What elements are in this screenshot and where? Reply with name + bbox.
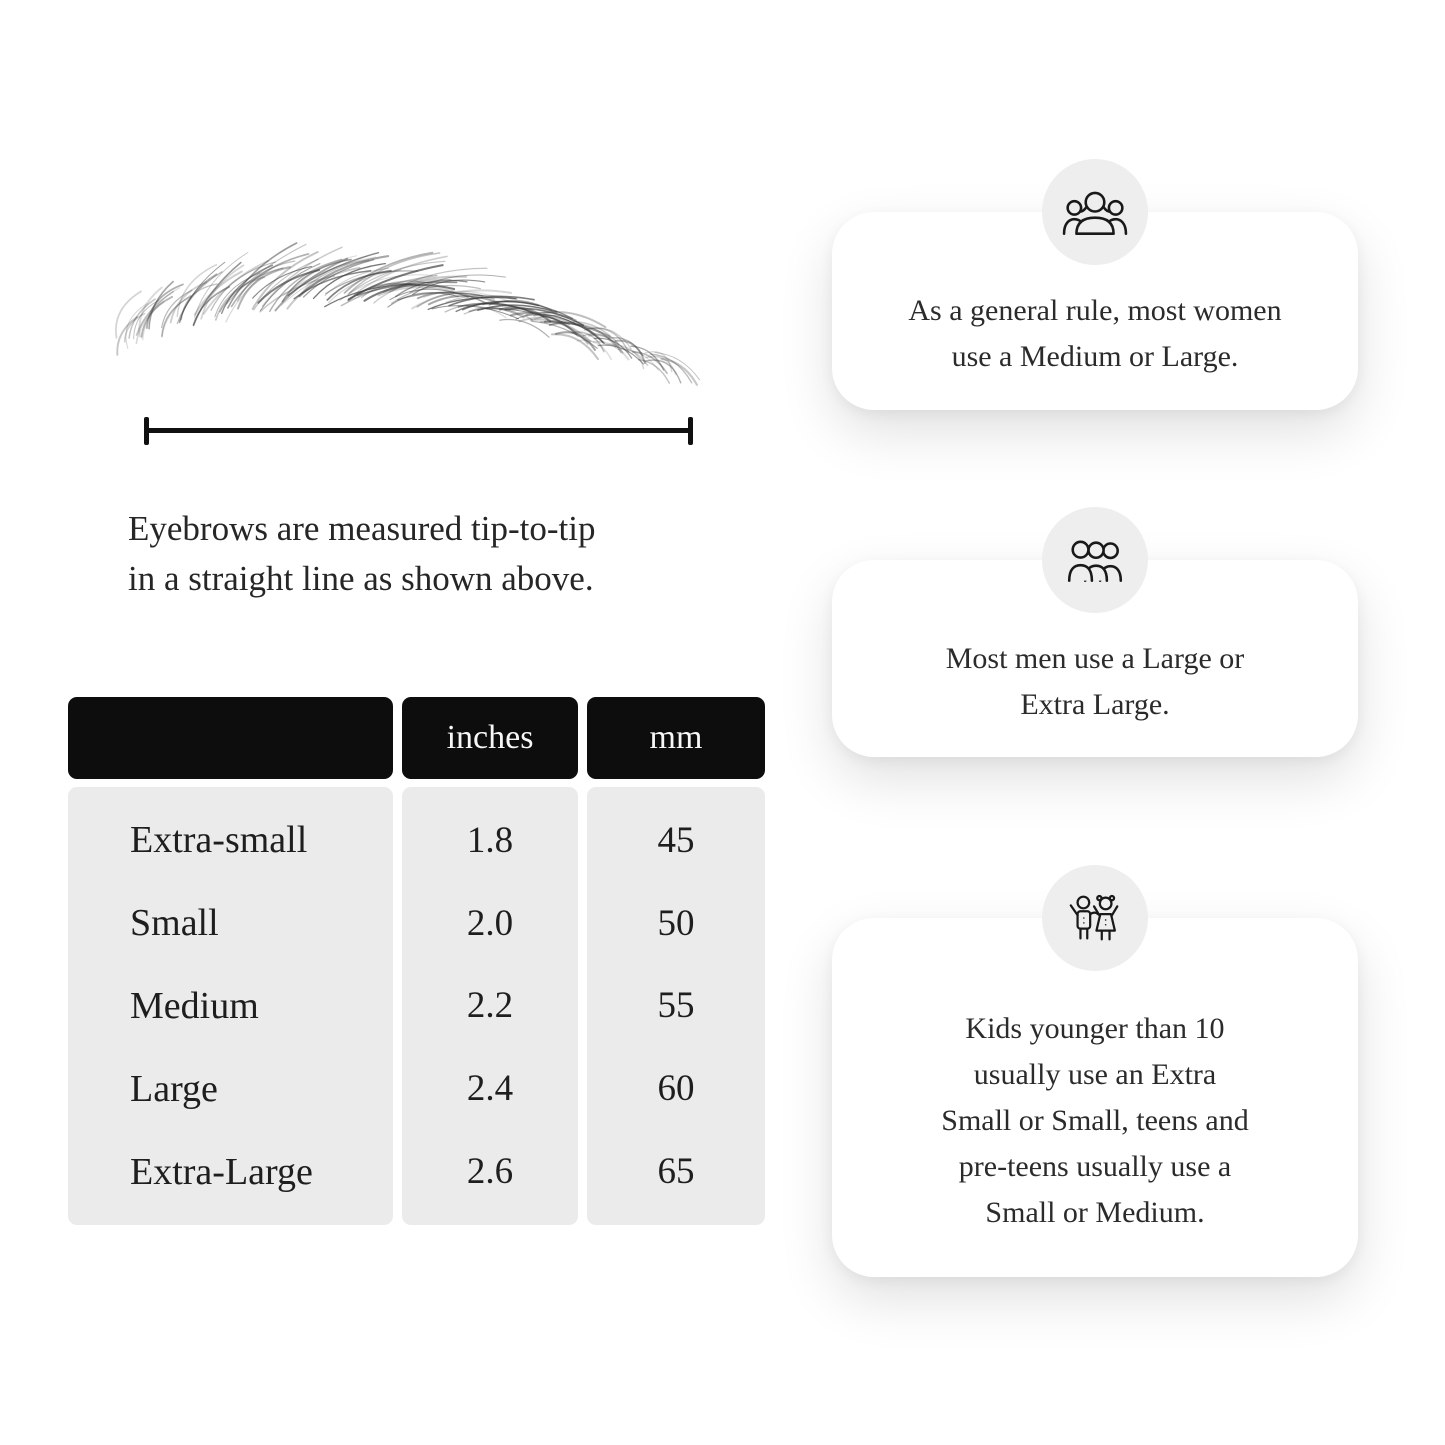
women-group-icon bbox=[1062, 187, 1128, 237]
measurement-caption bbox=[128, 504, 748, 604]
table-column-inches bbox=[402, 787, 578, 1225]
table-header-size bbox=[68, 697, 393, 779]
table-cell-mm: 50 bbox=[657, 902, 695, 944]
table-cell-mm: 55 bbox=[657, 985, 695, 1027]
info-card-men-line-2: Extra Large. bbox=[1020, 687, 1170, 721]
measurement-caption-line-1: Eyebrows are measured tip-to-tip bbox=[128, 509, 596, 548]
table-cell-mm: 60 bbox=[657, 1068, 695, 1110]
table-column-size bbox=[68, 787, 393, 1225]
info-card-men-line-1: Most men use a Large or bbox=[945, 641, 1245, 675]
info-card-women-line-2: use a Medium or Large. bbox=[951, 340, 1239, 373]
men-group-icon bbox=[1062, 535, 1128, 585]
measurement-line-right-cap bbox=[688, 417, 693, 445]
info-card-kids-line-5: Small or Medium. bbox=[985, 1195, 1205, 1229]
table-cell-inches: 2.6 bbox=[466, 1151, 514, 1193]
men-icon-badge bbox=[1042, 507, 1148, 613]
info-card-kids-line-3: Small or Small, teens and bbox=[941, 1103, 1249, 1137]
table-cell-inches: 1.8 bbox=[466, 819, 514, 861]
kids-icon-badge bbox=[1042, 865, 1148, 971]
table-cell-inches: 2.2 bbox=[466, 985, 514, 1027]
measurement-line bbox=[144, 417, 693, 445]
kids-icon bbox=[1064, 891, 1126, 945]
table-cell-mm: 45 bbox=[657, 819, 695, 861]
table-header-inches: inches bbox=[402, 697, 578, 779]
table-cell-inches: 2.4 bbox=[466, 1068, 514, 1110]
table-cell-size: Small bbox=[130, 902, 219, 945]
table-cell-size: Extra-Large bbox=[130, 1150, 313, 1193]
info-card-women-line-1: As a general rule, most women bbox=[908, 294, 1282, 327]
table-cell-size: Medium bbox=[130, 984, 259, 1027]
table-header-mm: mm bbox=[587, 697, 765, 779]
measurement-line-bar bbox=[146, 428, 691, 433]
table-column-mm bbox=[587, 787, 765, 1225]
table-cell-inches: 2.0 bbox=[466, 902, 514, 944]
table-cell-size: Large bbox=[130, 1067, 218, 1110]
women-icon-badge bbox=[1042, 159, 1148, 265]
measurement-caption-line-2: in a straight line as shown above. bbox=[128, 559, 594, 598]
table-cell-mm: 65 bbox=[657, 1151, 695, 1193]
info-card-kids-line-2: usually use an Extra bbox=[973, 1057, 1217, 1091]
table-cell-size: Extra-small bbox=[130, 819, 308, 862]
eyebrow-illustration bbox=[105, 232, 705, 402]
info-card-kids-line-4: pre-teens usually use a bbox=[958, 1149, 1232, 1183]
info-card-kids bbox=[832, 918, 1358, 1277]
info-card-kids-line-1: Kids younger than 10 bbox=[965, 1011, 1225, 1045]
